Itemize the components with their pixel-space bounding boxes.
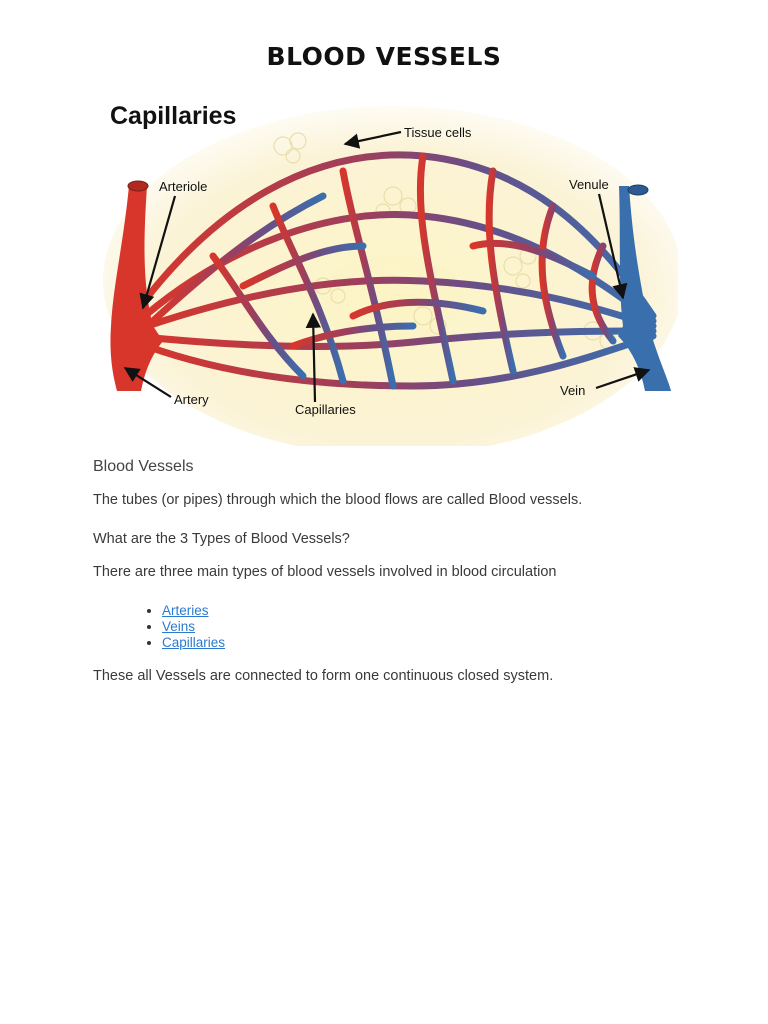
arteriole-opening xyxy=(128,181,148,191)
label-arteriole: Arteriole xyxy=(159,179,208,194)
paragraph-closed-system: These all Vessels are connected to form one continuous closed system. xyxy=(93,668,554,684)
capillaries-diagram xyxy=(93,86,678,446)
link-veins[interactable]: Veins xyxy=(162,619,196,634)
label-venule: Venule xyxy=(569,177,609,192)
link-arteries[interactable]: Arteries xyxy=(162,603,209,618)
paragraph-definition: The tubes (or pipes) through which the blood flows are called Blood vessels. xyxy=(93,492,583,508)
capillaries-diagram-svg xyxy=(93,86,678,446)
label-tissue-cells: Tissue cells xyxy=(404,125,472,140)
link-capillaries[interactable]: Capillaries xyxy=(162,635,226,650)
section-heading: Blood Vessels xyxy=(93,458,194,475)
label-capillaries: Capillaries xyxy=(295,402,356,417)
vessel-types-list xyxy=(142,603,225,651)
page-title: BLOOD VESSELS xyxy=(266,42,502,71)
list-item xyxy=(162,635,225,651)
list-item xyxy=(162,619,225,635)
label-vein: Vein xyxy=(560,383,586,398)
figure-heading: Capillaries xyxy=(110,102,237,130)
venule-opening xyxy=(628,185,648,195)
label-artery: Artery xyxy=(174,392,209,407)
paragraph-types-intro: There are three main types of blood vessels involved in blood circulation xyxy=(93,564,557,580)
list-item xyxy=(162,603,225,619)
question-heading: What are the 3 Types of Blood Vessels? xyxy=(93,531,350,547)
